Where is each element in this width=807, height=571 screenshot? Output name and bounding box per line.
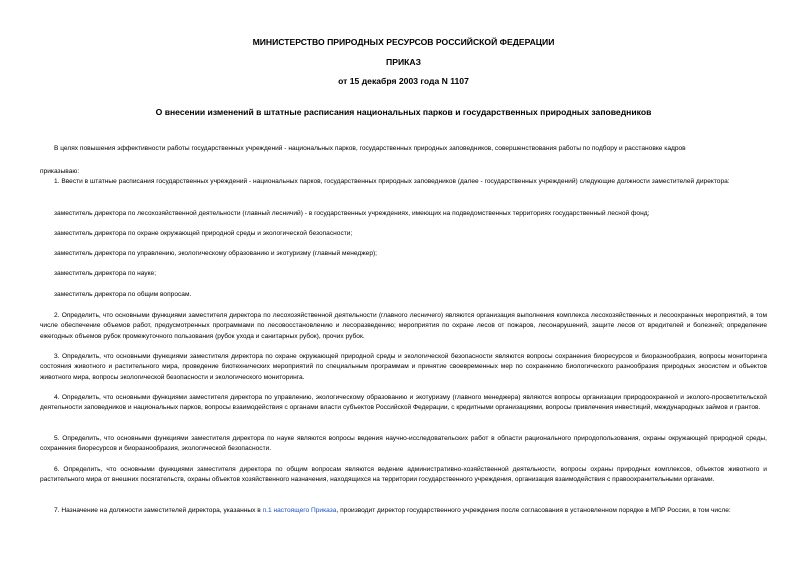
- position-item-general: заместитель директора по общим вопросам.: [54, 291, 192, 298]
- document-date-number: от 15 декабря 2003 года N 1107: [338, 76, 469, 86]
- position-item-science: заместитель директора по науке;: [54, 270, 157, 277]
- position-item-forestry: заместитель директора по лесохозяйственной деятельности (главный лесничий) - в государственных учреждениях, имеющих на подведомственных территориях государственный лесной фонд;: [54, 210, 650, 217]
- order-clause-link[interactable]: п.1 настоящего Приказа: [262, 507, 337, 514]
- paragraph-7-text-before: 7. Назначение на должности заместителей директора, указанных в: [54, 507, 263, 514]
- position-item-management: заместитель директора по управлению, экологическому образованию и экотуризму (главный менеджер);: [54, 250, 378, 257]
- order-word: приказываю:: [40, 168, 80, 175]
- paragraph-4: 4. Определить, что основными функциями заместителя директора по управлению, экологическому образованию и экотуризму (главного менеджера) являются вопросы организации природоохранной и эколого-просветительской деятельности заповедников и национальных парков, вопросы взаимодействия с органами власти субъектов Российской Федерации, с кредитными организациями, вопросы привлечения инвестиций, международных займов и грантов.: [40, 394, 767, 412]
- paragraph-5: 5. Определить, что основными функциями заместителя директора по науке являются вопросы ведения научно-исследовательских работ в области рационального природопользования, охраны окружающей природной среды, сохранения биоресурсов и биоразнообразия, экологической безопасности.: [40, 435, 767, 453]
- ministry-title: МИНИСТЕРСТВО ПРИРОДНЫХ РЕСУРСОВ РОССИЙСКОЙ ФЕДЕРАЦИИ: [252, 37, 555, 47]
- paragraph-7: [40, 506, 767, 516]
- document-type: ПРИКАЗ: [386, 57, 421, 67]
- position-item-environment: заместитель директора по охране окружающей природной среды и экологической безопасности;: [54, 230, 353, 237]
- paragraph-7-text-after: , производит директор государственного учреждения после согласования в установленном порядке в МПР России, в том числе:: [336, 507, 731, 514]
- paragraph-6: 6. Определить, что основными функциями заместителя директора по общим вопросам являются ведение административно-хозяйственной деятельности, вопросы охраны природных комплексов, объектов животного и растительного мира от внешних посягательств, охраны объектов хозяйственного назначения, находящихся на территории государственного учреждения, организация взаимодействия с правоохранительными органами.: [40, 466, 767, 484]
- document-subject: О внесении изменений в штатные расписания национальных парков и государственных природных заповедников: [155, 107, 652, 117]
- paragraph-3: 3. Определить, что основными функциями заместителя директора по охране окружающей природной среды и экологической безопасности являются вопросы сохранения биоресурсов и биоразнообразия, вопросы мониторинга состояния животного и растительного мира, проведение биотехнических мероприятий по специальным программам и принятие своевременных мер по сохранению биологического разнообразия природных экосистем и объектов животного мира, вопросы экологической безопасности и экологического мониторинга.: [40, 353, 767, 381]
- paragraph-2: 2. Определить, что основными функциями заместителя директора по лесохозяйственной деятельности (главного лесничего) являются организация выполнения комплекса лесохозяйственных и лесоохранных мероприятий, в том числе обеспечение объемов работ, предусмотренных программами по лесовосстановлению и лесоразведению; мероприятия по охране лесов от пожаров, лесонарушений, защите лесов от вредителей и болезней; определение ежегодных объемов рубок промежуточного пользования (рубок ухода и санитарных рубок), прочих рубок.: [40, 312, 767, 340]
- intro-paragraph: В целях повышения эффективности работы государственных учреждений - национальных парков, государственных природных заповедников, совершенствования работы по подбору и расстановке кадров: [54, 145, 686, 152]
- paragraph-1: 1. Ввести в штатные расписания государственных учреждений - национальных парков, государственных природных заповедников (далее - государственных учреждений) следующие должности заместителей директора:: [54, 178, 730, 185]
